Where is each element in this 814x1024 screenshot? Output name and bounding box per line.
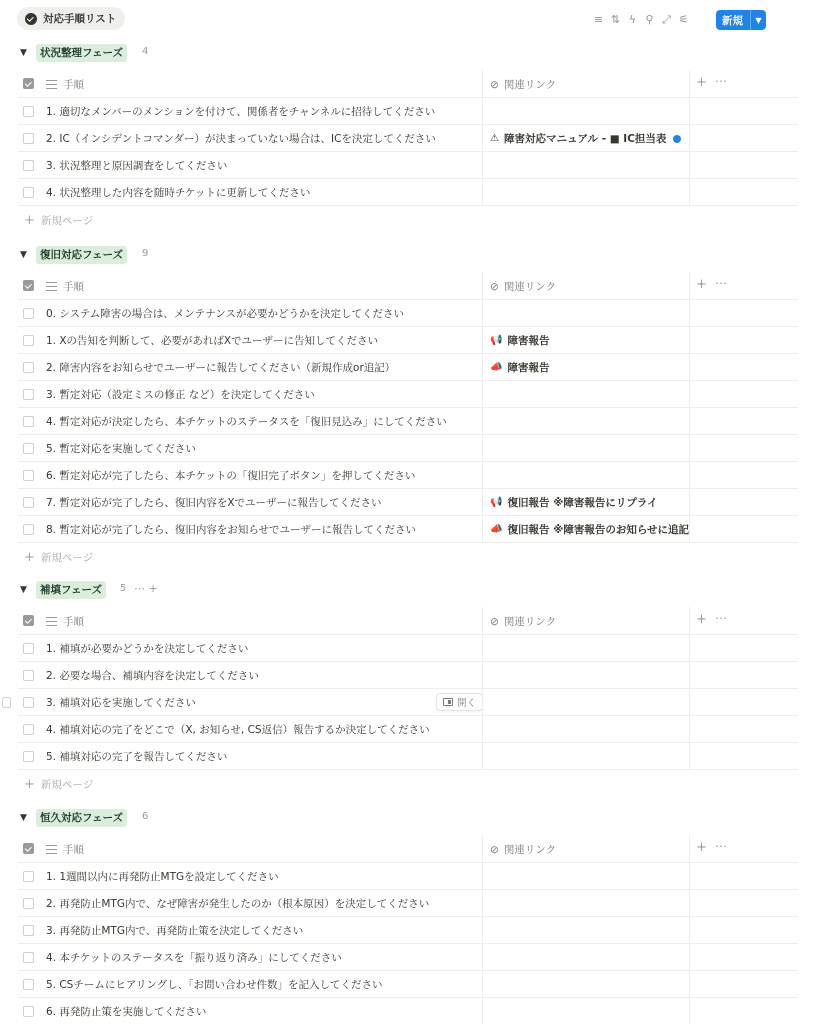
row-checkbox[interactable] bbox=[23, 643, 34, 654]
column-divider bbox=[689, 354, 690, 381]
table-row[interactable] bbox=[18, 743, 798, 770]
top-bar bbox=[0, 0, 814, 38]
column-divider bbox=[482, 98, 483, 125]
table-row[interactable] bbox=[18, 890, 798, 917]
column-divider bbox=[689, 863, 690, 890]
column-divider bbox=[482, 743, 483, 770]
column-divider bbox=[689, 98, 690, 125]
new-page-button[interactable] bbox=[24, 547, 93, 567]
row-checkbox[interactable] bbox=[23, 952, 34, 963]
row-checkbox[interactable] bbox=[23, 724, 34, 735]
table-row[interactable] bbox=[18, 516, 798, 543]
row-checkbox[interactable] bbox=[23, 925, 34, 936]
row-title[interactable]: 7. 暫定対応が完了したら、復旧内容をXでユーザーに報告してください bbox=[46, 497, 382, 509]
row-title[interactable]: 5. 補填対応の完了を報告してください bbox=[46, 751, 228, 763]
table-row[interactable] bbox=[18, 944, 798, 971]
column-divider bbox=[689, 381, 690, 408]
column-divider bbox=[689, 408, 690, 435]
column-title[interactable] bbox=[46, 842, 84, 857]
column-divider bbox=[482, 327, 483, 354]
column-title[interactable] bbox=[46, 279, 84, 294]
column-link-label: 関連リンク bbox=[503, 616, 557, 628]
group-count: 4 bbox=[142, 46, 149, 57]
table-row[interactable] bbox=[18, 689, 798, 716]
more-icon[interactable]: ⋯ bbox=[715, 839, 727, 853]
related-link-label: 復旧報告 ※障害報告にリプライ bbox=[507, 497, 658, 509]
column-divider bbox=[482, 716, 483, 743]
automation-icon[interactable]: ϟ bbox=[628, 13, 637, 26]
new-button-label: 新規 bbox=[722, 14, 743, 27]
related-link-label: 復旧報告 ※障害報告のお知らせに追記 bbox=[507, 524, 690, 536]
plus-icon: + bbox=[24, 776, 35, 792]
column-divider bbox=[482, 489, 483, 516]
column-link[interactable] bbox=[490, 842, 556, 857]
row-title[interactable]: 4. 補填対応の完了をどこで（X, お知らせ, CS返信）報告するか決定してください bbox=[46, 724, 430, 736]
column-divider bbox=[689, 125, 690, 152]
row-checkbox[interactable] bbox=[23, 979, 34, 990]
column-divider bbox=[689, 971, 690, 998]
plus-icon: + bbox=[24, 549, 35, 565]
column-link[interactable] bbox=[490, 77, 556, 92]
table-row[interactable] bbox=[18, 863, 798, 890]
row-title[interactable]: 8. 暫定対応が完了したら、復旧内容をお知らせでユーザーに報告してください bbox=[46, 524, 417, 536]
row-checkbox[interactable] bbox=[23, 416, 34, 427]
column-divider bbox=[482, 152, 483, 179]
column-divider bbox=[689, 635, 690, 662]
column-divider bbox=[482, 70, 483, 98]
row-checkbox[interactable] bbox=[23, 697, 34, 708]
row-checkbox[interactable] bbox=[23, 670, 34, 681]
table-row[interactable] bbox=[18, 998, 798, 1024]
row-checkbox[interactable] bbox=[23, 335, 34, 346]
view-tab[interactable] bbox=[17, 7, 125, 30]
column-divider bbox=[689, 835, 690, 863]
column-link[interactable] bbox=[490, 279, 556, 294]
more-icon[interactable]: ⋯ bbox=[715, 74, 727, 88]
column-divider bbox=[482, 835, 483, 863]
row-checkbox[interactable] bbox=[23, 106, 34, 117]
row-title[interactable]: 2. 再発防止MTG内で、なぜ障害が発生したのか（根本原因）を決定してください bbox=[46, 898, 430, 910]
row-title[interactable]: 1. 補填が必要かどうかを決定してください bbox=[46, 643, 249, 655]
more-icon[interactable]: ⋯ bbox=[715, 611, 727, 625]
column-divider bbox=[482, 354, 483, 381]
open-button-label: 開く bbox=[457, 698, 477, 709]
table-row[interactable] bbox=[18, 125, 798, 152]
row-checkbox[interactable] bbox=[23, 898, 34, 909]
row-title[interactable]: 1. 1週間以内に再発防止MTGを設定してください bbox=[46, 871, 279, 883]
column-divider bbox=[689, 743, 690, 770]
row-title[interactable]: 6. 再発防止策を実施してください bbox=[46, 1006, 207, 1018]
link-icon: ⊘ bbox=[490, 615, 499, 628]
link-emoji-icon: 📢 bbox=[490, 335, 503, 346]
search-icon[interactable]: ⚲ bbox=[645, 13, 654, 26]
checkbox-column-icon[interactable] bbox=[23, 843, 34, 854]
column-divider bbox=[689, 179, 690, 206]
row-checkbox[interactable] bbox=[23, 524, 34, 535]
caret-down-icon[interactable]: ▼ bbox=[20, 585, 27, 595]
row-title[interactable]: 3. 状況整理と原因調査をしてください bbox=[46, 160, 228, 172]
new-page-label: 新規ページ bbox=[40, 214, 94, 227]
column-divider bbox=[482, 300, 483, 327]
caret-down-icon[interactable]: ▼ bbox=[20, 48, 27, 58]
table-row[interactable] bbox=[18, 300, 798, 327]
sort-icon[interactable]: ⇅ bbox=[610, 13, 621, 26]
row-title[interactable]: 2. 障害内容をお知らせでユーザーに報告してください（新規作成or追記） bbox=[46, 362, 396, 374]
link-icon: ⊘ bbox=[490, 280, 499, 293]
column-divider bbox=[689, 607, 690, 635]
filter-icon[interactable]: ≡ bbox=[593, 13, 604, 26]
column-title-label: 手順 bbox=[63, 79, 84, 91]
list-icon bbox=[46, 617, 57, 626]
table-row[interactable] bbox=[18, 98, 798, 125]
row-title[interactable]: 5. 暫定対応を実施してください bbox=[46, 443, 196, 455]
column-header bbox=[18, 835, 798, 863]
related-link[interactable] bbox=[490, 333, 549, 348]
row-title[interactable]: 3. 暫定対応（設定ミスの修正 など）を決定してください bbox=[46, 389, 315, 401]
column-divider bbox=[689, 435, 690, 462]
column-divider bbox=[689, 489, 690, 516]
table-row[interactable] bbox=[18, 354, 798, 381]
link-icon: ⊘ bbox=[490, 78, 499, 91]
new-page-button[interactable] bbox=[24, 774, 93, 794]
list-icon bbox=[46, 845, 57, 854]
related-link-label: 障害対応マニュアル - ■ IC担当表 bbox=[503, 133, 667, 145]
column-divider bbox=[689, 300, 690, 327]
drag-handle-icon[interactable] bbox=[2, 697, 11, 708]
row-title[interactable]: 4. 本チケットのステータスを「振り返り済み」にしてください bbox=[46, 952, 342, 964]
column-divider bbox=[689, 944, 690, 971]
table-row[interactable] bbox=[18, 381, 798, 408]
list-icon bbox=[46, 282, 57, 291]
side-peek-icon bbox=[443, 698, 453, 706]
link-emoji-icon: 📣 bbox=[490, 524, 503, 535]
new-page-label: 新規ページ bbox=[40, 551, 94, 564]
row-checkbox[interactable] bbox=[23, 308, 34, 319]
related-link-label: 障害報告 bbox=[507, 362, 550, 374]
column-divider bbox=[482, 272, 483, 300]
row-checkbox[interactable] bbox=[23, 443, 34, 454]
row-title[interactable]: 4. 暫定対応が決定したら、本チケットのステータスを「復旧見込み」にしてください bbox=[46, 416, 447, 428]
table-row[interactable] bbox=[18, 179, 798, 206]
column-divider bbox=[689, 152, 690, 179]
group-name: 復旧対応フェーズ bbox=[36, 246, 127, 264]
column-divider bbox=[482, 462, 483, 489]
column-divider bbox=[482, 179, 483, 206]
caret-down-icon[interactable]: ▼ bbox=[20, 250, 27, 260]
list-icon bbox=[46, 80, 57, 89]
column-divider bbox=[482, 607, 483, 635]
related-link[interactable] bbox=[490, 360, 549, 375]
column-divider bbox=[482, 635, 483, 662]
plus-icon: + bbox=[24, 212, 35, 228]
group-count: 5 bbox=[120, 583, 127, 594]
column-title[interactable] bbox=[46, 614, 84, 629]
column-divider bbox=[482, 917, 483, 944]
column-title-label: 手順 bbox=[63, 616, 84, 628]
group-count: 6 bbox=[142, 811, 149, 822]
column-link-label: 関連リンク bbox=[503, 281, 557, 293]
column-divider bbox=[482, 408, 483, 435]
row-checkbox[interactable] bbox=[23, 871, 34, 882]
checkbox-column-icon[interactable] bbox=[23, 280, 34, 291]
row-title[interactable]: 0. システム障害の場合は、メンテナンスが必要かどうかを決定してください bbox=[46, 308, 404, 320]
related-link[interactable] bbox=[490, 522, 689, 537]
column-link-label: 関連リンク bbox=[503, 844, 557, 856]
column-divider bbox=[482, 890, 483, 917]
group-count: 9 bbox=[142, 248, 149, 259]
column-divider bbox=[482, 998, 483, 1024]
table-row[interactable] bbox=[18, 716, 798, 743]
new-page-label: 新規ページ bbox=[40, 778, 94, 791]
column-divider bbox=[689, 917, 690, 944]
group-name: 恒久対応フェーズ bbox=[36, 809, 127, 827]
row-title[interactable]: 4. 状況整理した内容を随時チケットに更新してください bbox=[46, 187, 311, 199]
table-row[interactable] bbox=[18, 917, 798, 944]
column-divider bbox=[689, 662, 690, 689]
row-title[interactable]: 5. CSチームにヒアリングし、「お問い合わせ件数」を記入してください bbox=[46, 979, 383, 991]
related-link[interactable] bbox=[490, 131, 681, 146]
chevron-down-icon[interactable]: ▼ bbox=[755, 15, 762, 25]
column-link-label: 関連リンク bbox=[503, 79, 557, 91]
plus-icon[interactable]: + bbox=[148, 582, 158, 595]
row-checkbox[interactable] bbox=[23, 751, 34, 762]
row-checkbox[interactable] bbox=[23, 470, 34, 481]
column-divider bbox=[689, 272, 690, 300]
column-divider bbox=[689, 462, 690, 489]
verified-icon bbox=[673, 135, 681, 143]
column-title-label: 手順 bbox=[63, 281, 84, 293]
table-row[interactable] bbox=[18, 971, 798, 998]
column-divider bbox=[689, 327, 690, 354]
column-divider bbox=[689, 689, 690, 716]
column-divider bbox=[482, 435, 483, 462]
row-checkbox[interactable] bbox=[23, 187, 34, 198]
column-divider bbox=[482, 381, 483, 408]
checkbox-column-icon[interactable] bbox=[23, 78, 34, 89]
more-icon[interactable]: ⋯ bbox=[134, 582, 145, 595]
add-column-icon[interactable]: + bbox=[696, 277, 707, 292]
expand-icon[interactable]: ⤢ bbox=[662, 13, 671, 26]
table-row[interactable] bbox=[18, 435, 798, 462]
link-emoji-icon: 📢 bbox=[490, 497, 503, 508]
related-link-label: 障害報告 bbox=[507, 335, 550, 347]
new-button[interactable] bbox=[716, 10, 766, 30]
more-icon[interactable]: ⋯ bbox=[715, 276, 727, 290]
table-row[interactable] bbox=[18, 462, 798, 489]
row-checkbox[interactable] bbox=[23, 160, 34, 171]
checkbox-column-icon[interactable] bbox=[23, 615, 34, 626]
column-divider bbox=[689, 516, 690, 543]
column-title-label: 手順 bbox=[63, 844, 84, 856]
view-title: 対応手順リスト bbox=[43, 13, 117, 25]
table-row[interactable] bbox=[18, 662, 798, 689]
column-divider bbox=[482, 863, 483, 890]
column-divider bbox=[689, 716, 690, 743]
column-divider bbox=[689, 998, 690, 1024]
row-title[interactable]: 1. 適切なメンバーのメンションを付けて、関係者をチャンネルに招待してください bbox=[46, 106, 436, 118]
column-header bbox=[18, 607, 798, 635]
table-row[interactable] bbox=[18, 408, 798, 435]
add-column-icon[interactable]: + bbox=[696, 840, 707, 855]
row-checkbox[interactable] bbox=[23, 1006, 34, 1017]
add-column-icon[interactable]: + bbox=[696, 612, 707, 627]
row-checkbox[interactable] bbox=[23, 497, 34, 508]
toolbar bbox=[590, 12, 692, 28]
column-header bbox=[18, 70, 798, 98]
group-name: 状況整理フェーズ bbox=[36, 44, 127, 62]
table-row[interactable] bbox=[18, 635, 798, 662]
table-row[interactable] bbox=[18, 489, 798, 516]
new-page-button[interactable] bbox=[24, 210, 93, 230]
column-divider bbox=[482, 662, 483, 689]
link-icon: ⊘ bbox=[490, 843, 499, 856]
row-title[interactable]: 2. 必要な場合、補填内容を決定してください bbox=[46, 670, 259, 682]
column-divider bbox=[482, 125, 483, 152]
caret-down-icon[interactable]: ▼ bbox=[20, 813, 27, 823]
related-link[interactable] bbox=[490, 495, 658, 510]
settings-icon[interactable]: ⚟ bbox=[678, 13, 689, 26]
column-divider bbox=[689, 70, 690, 98]
table-row[interactable] bbox=[18, 152, 798, 179]
row-title[interactable]: 1. Xの告知を判断して、必要があればXでユーザーに告知してください bbox=[46, 335, 379, 347]
table-row[interactable] bbox=[18, 327, 798, 354]
row-title[interactable]: 2. IC（インシデントコマンダー）が決まっていない場合は、ICを決定してください bbox=[46, 133, 436, 145]
column-divider bbox=[482, 971, 483, 998]
column-title[interactable] bbox=[46, 77, 84, 92]
row-title[interactable]: 6. 暫定対応が完了したら、本チケットの「復旧完了ボタン」を押してください bbox=[46, 470, 416, 482]
column-divider bbox=[482, 689, 483, 716]
row-title[interactable]: 3. 再発防止MTG内で、再発防止策を決定してください bbox=[46, 925, 304, 937]
column-header bbox=[18, 272, 798, 300]
column-divider bbox=[689, 890, 690, 917]
open-button[interactable] bbox=[436, 693, 483, 711]
row-checkbox[interactable] bbox=[23, 133, 34, 144]
link-emoji-icon: ⚠ bbox=[490, 133, 499, 144]
link-emoji-icon: 📣 bbox=[490, 362, 503, 373]
group-name: 補填フェーズ bbox=[36, 581, 106, 599]
column-divider bbox=[482, 944, 483, 971]
checklist-icon bbox=[25, 13, 37, 25]
row-checkbox[interactable] bbox=[23, 389, 34, 400]
row-checkbox[interactable] bbox=[23, 362, 34, 373]
add-column-icon[interactable]: + bbox=[696, 75, 707, 90]
row-title[interactable]: 3. 補填対応を実施してください bbox=[46, 697, 196, 709]
column-divider bbox=[482, 516, 483, 543]
column-link[interactable] bbox=[490, 614, 556, 629]
